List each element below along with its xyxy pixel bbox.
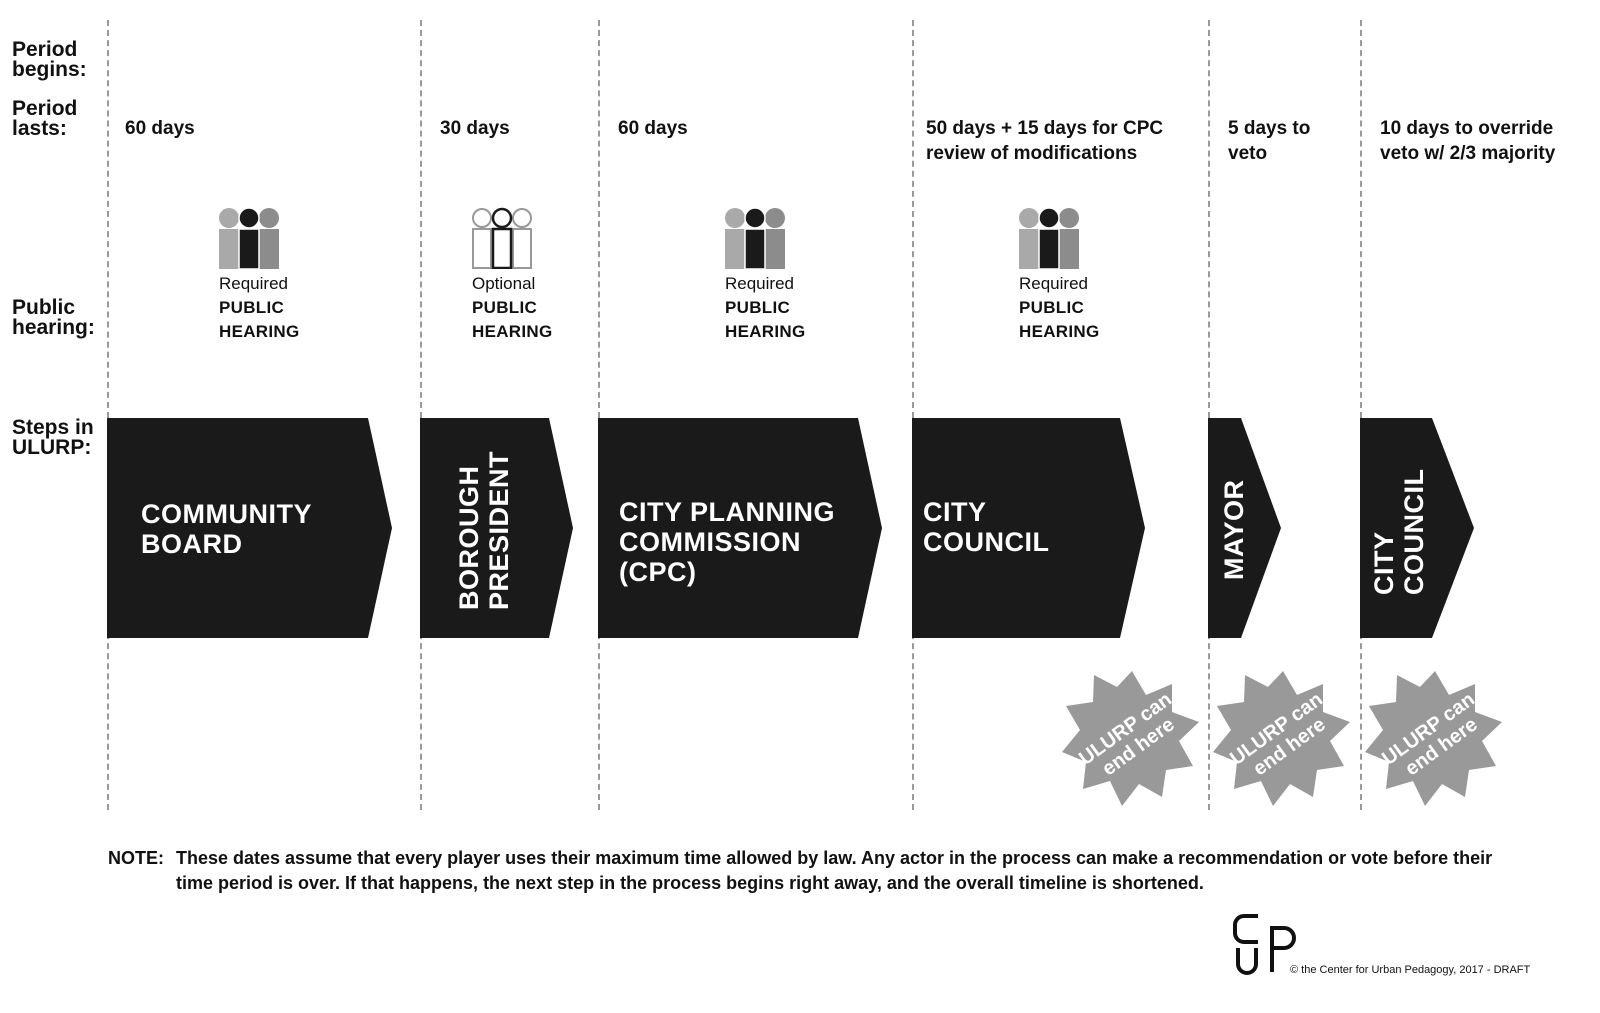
step-city-planning-commission: CITY PLANNING COMMISSION (CPC) xyxy=(619,497,836,587)
badge-text: ULURP can end here xyxy=(1226,688,1330,781)
credit-line: © the Center for Urban Pedagogy, 2017 - DRAFT xyxy=(1290,964,1531,976)
badge-text: ULURP can end here xyxy=(1075,688,1179,781)
duration-city-council: 50 days + 15 days for CPC review of modifications xyxy=(926,118,1164,164)
note-label: NOTE: xyxy=(108,848,164,868)
footnote xyxy=(108,846,1528,896)
row-label-period-begins: Period begins: xyxy=(12,38,87,81)
hearing-name: PUBLIC HEARING xyxy=(472,298,553,341)
duration-borough-president: 30 days xyxy=(440,118,510,139)
step-city-council-override: CITY COUNCIL xyxy=(1369,468,1429,595)
duration-community-board: 60 days xyxy=(125,118,195,139)
note-text: These dates assume that every player uses their maximum time allowed by law. Any actor in the process can make a recommendation or vote before their time period is over. If that happens, the next step in the process begins right away, and the overall timeline is shortened. xyxy=(176,848,1493,893)
duration-city-council-override: 10 days to override veto w/ 2/3 majority xyxy=(1380,118,1556,164)
hearing-type: Required xyxy=(1019,274,1088,293)
hearing-name: PUBLIC HEARING xyxy=(725,298,806,341)
step-borough-president: BOROUGH PRESIDENT xyxy=(454,450,514,610)
row-label-period-lasts: Period lasts: xyxy=(12,97,78,140)
hearing-type: Optional xyxy=(472,274,536,293)
row-label-public-hearing: Public hearing: xyxy=(12,296,95,339)
badge-text: ULURP can end here xyxy=(1378,688,1482,781)
hearing-name: PUBLIC HEARING xyxy=(1019,298,1100,341)
duration-mayor: 5 days to veto xyxy=(1228,118,1311,164)
hearing-type: Required xyxy=(219,274,288,293)
hearing-name: PUBLIC HEARING xyxy=(219,298,300,341)
step-city-council: CITY COUNCIL xyxy=(923,497,1050,557)
hearing-type: Required xyxy=(725,274,794,293)
step-community-board: COMMUNITY BOARD xyxy=(141,499,312,559)
row-label-steps: Steps in ULURP: xyxy=(12,416,94,459)
step-mayor: MAYOR xyxy=(1219,479,1249,580)
duration-cpc: 60 days xyxy=(618,118,688,139)
